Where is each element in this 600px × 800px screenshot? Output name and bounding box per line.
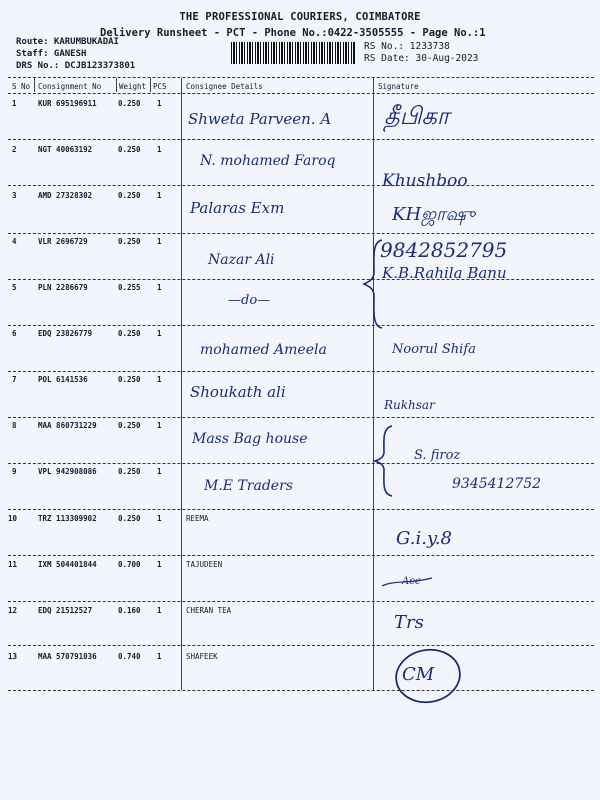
table-top-rule bbox=[8, 77, 594, 78]
row-sno: 10 bbox=[8, 514, 18, 523]
col-divider bbox=[116, 78, 117, 92]
row-consignment-no: AMD 27328302 bbox=[38, 191, 93, 200]
row-signature: Noorul Shifa bbox=[392, 342, 476, 357]
row-consignee-handwritten: Mass Bag house bbox=[192, 431, 308, 447]
route-label: Route: KARUMBUKADAI bbox=[16, 37, 119, 47]
row-pcs: 1 bbox=[157, 421, 162, 430]
row-sno: 1 bbox=[12, 99, 17, 108]
signature-underline-mark bbox=[380, 572, 440, 590]
row-consignee-name: SHAFEEK bbox=[186, 652, 218, 661]
row-sno: 13 bbox=[8, 652, 18, 661]
col-header-weight: Weight bbox=[119, 82, 147, 91]
row-consignment-no: POL 6141536 bbox=[38, 375, 88, 384]
row-pcs: 1 bbox=[157, 283, 162, 292]
table-header-rule bbox=[8, 93, 594, 94]
row-weight: 0.250 bbox=[118, 145, 141, 154]
row-consignee-name: TAJUDEEN bbox=[186, 560, 223, 569]
row-signature: K.B.Rahila Banu bbox=[382, 264, 507, 282]
row-sno: 3 bbox=[12, 191, 17, 200]
row-consignee-handwritten: M.E Traders bbox=[204, 478, 293, 494]
table-bottom-rule bbox=[8, 690, 594, 691]
row-signature: தீபிகா bbox=[384, 102, 450, 130]
row-separator bbox=[8, 371, 594, 372]
row-consignment-no: MAA 570791036 bbox=[38, 652, 97, 661]
row-consignment-no: VPL 942908086 bbox=[38, 467, 97, 476]
row-pcs: 1 bbox=[157, 652, 162, 661]
row-consignment-no: EDQ 23826779 bbox=[38, 329, 93, 338]
row-signature: S. firoz bbox=[414, 448, 461, 463]
row-separator bbox=[8, 601, 594, 602]
row-separator bbox=[8, 509, 594, 510]
col-header-consignment: Consignment No bbox=[38, 82, 102, 91]
row-weight: 0.250 bbox=[118, 237, 141, 246]
company-title: THE PROFESSIONAL COURIERS, COIMBATORE bbox=[179, 11, 421, 23]
row-sno: 5 bbox=[12, 283, 17, 292]
row-consignment-no: TRZ 113309902 bbox=[38, 514, 97, 523]
row-signature: KHஜாஷு bbox=[392, 204, 476, 225]
row-consignee-handwritten: —do— bbox=[228, 293, 271, 308]
row-pcs: 1 bbox=[157, 375, 162, 384]
row-sno: 6 bbox=[12, 329, 17, 338]
row-weight: 0.160 bbox=[118, 606, 141, 615]
col-header-signature: Signature bbox=[378, 82, 419, 91]
row-consignee-name: REEMA bbox=[186, 514, 209, 523]
row-signature: CM bbox=[402, 664, 435, 685]
row-weight: 0.740 bbox=[118, 652, 141, 661]
col-divider bbox=[181, 78, 182, 690]
col-divider bbox=[373, 78, 374, 690]
brace-mark bbox=[360, 238, 390, 330]
row-signature: Khushboo bbox=[382, 171, 468, 191]
row-separator bbox=[8, 555, 594, 556]
row-weight: 0.250 bbox=[118, 514, 141, 523]
row-separator bbox=[8, 185, 594, 186]
row-consignment-no: IXM 504401844 bbox=[38, 560, 97, 569]
row-sno: 11 bbox=[8, 560, 18, 569]
row-weight: 0.250 bbox=[118, 421, 141, 430]
row-signature: G.i.y.8 bbox=[396, 528, 452, 549]
row-consignee-handwritten: Shweta Parveen. A bbox=[188, 110, 332, 128]
row-separator bbox=[8, 139, 594, 140]
row-pcs: 1 bbox=[157, 560, 162, 569]
row-separator bbox=[8, 233, 594, 234]
row-sno: 12 bbox=[8, 606, 18, 615]
row-consignment-no: KUR 695196911 bbox=[38, 99, 97, 108]
row-sno: 2 bbox=[12, 145, 17, 154]
row-consignee-handwritten: mohamed Ameela bbox=[200, 342, 327, 358]
runsheet-barcode bbox=[231, 42, 356, 64]
row-consignee-handwritten: Nazar Ali bbox=[208, 252, 275, 268]
row-weight: 0.250 bbox=[118, 191, 141, 200]
row-pcs: 1 bbox=[157, 237, 162, 246]
signature-circle-mark bbox=[392, 646, 464, 706]
brace-mark bbox=[372, 424, 398, 498]
row-signature: 9345412752 bbox=[452, 476, 542, 492]
col-divider bbox=[150, 78, 151, 92]
row-pcs: 1 bbox=[157, 467, 162, 476]
runsheet-title: Delivery Runsheet - PCT - Phone No.:0422-3505555 - Page No.:1 bbox=[100, 27, 486, 39]
row-separator bbox=[8, 645, 594, 646]
row-consignment-no: EDQ 21512527 bbox=[38, 606, 93, 615]
row-weight: 0.250 bbox=[118, 329, 141, 338]
rs-date: RS Date: 30-Aug-2023 bbox=[364, 53, 479, 64]
row-separator bbox=[8, 325, 594, 326]
row-weight: 0.250 bbox=[118, 467, 141, 476]
row-separator bbox=[8, 463, 594, 464]
row-pcs: 1 bbox=[157, 514, 162, 523]
row-signature: Ace bbox=[402, 576, 421, 587]
row-weight: 0.250 bbox=[118, 99, 141, 108]
row-consignment-no: NGT 40063192 bbox=[38, 145, 93, 154]
row-pcs: 1 bbox=[157, 329, 162, 338]
row-consignment-no: PLN 2286679 bbox=[38, 283, 88, 292]
row-signature: Trs bbox=[394, 612, 424, 633]
col-header-pcs: PCS bbox=[153, 82, 167, 91]
row-signature: Rukhsar bbox=[384, 398, 435, 412]
row-sno: 8 bbox=[12, 421, 17, 430]
col-divider bbox=[34, 78, 35, 92]
row-weight: 0.255 bbox=[118, 283, 141, 292]
row-sno: 7 bbox=[12, 375, 17, 384]
row-separator bbox=[8, 417, 594, 418]
row-pcs: 1 bbox=[157, 606, 162, 615]
row-consignment-no: MAA 860731229 bbox=[38, 421, 97, 430]
col-header-details: Consignee Details bbox=[186, 82, 263, 91]
staff-label: Staff: GANESH bbox=[16, 49, 87, 59]
rs-number: RS No.: 1233738 bbox=[364, 41, 450, 52]
row-consignee-handwritten: Palaras Exm bbox=[190, 199, 285, 217]
row-consignment-no: VLR 2696729 bbox=[38, 237, 88, 246]
row-pcs: 1 bbox=[157, 191, 162, 200]
row-consignee-handwritten: N. mohamed Faroq bbox=[200, 153, 336, 169]
row-signature: 9842852795 bbox=[380, 238, 508, 262]
row-sno: 9 bbox=[12, 467, 17, 476]
row-pcs: 1 bbox=[157, 145, 162, 154]
row-consignee-handwritten: Shoukath ali bbox=[190, 383, 286, 401]
row-pcs: 1 bbox=[157, 99, 162, 108]
row-consignee-name: CHERAN TEA bbox=[186, 606, 232, 615]
drs-number: DRS No.: DCJB123373801 bbox=[16, 61, 136, 71]
row-weight: 0.250 bbox=[118, 375, 141, 384]
row-sno: 4 bbox=[12, 237, 17, 246]
row-weight: 0.700 bbox=[118, 560, 141, 569]
col-header-sno: S No bbox=[12, 82, 31, 91]
